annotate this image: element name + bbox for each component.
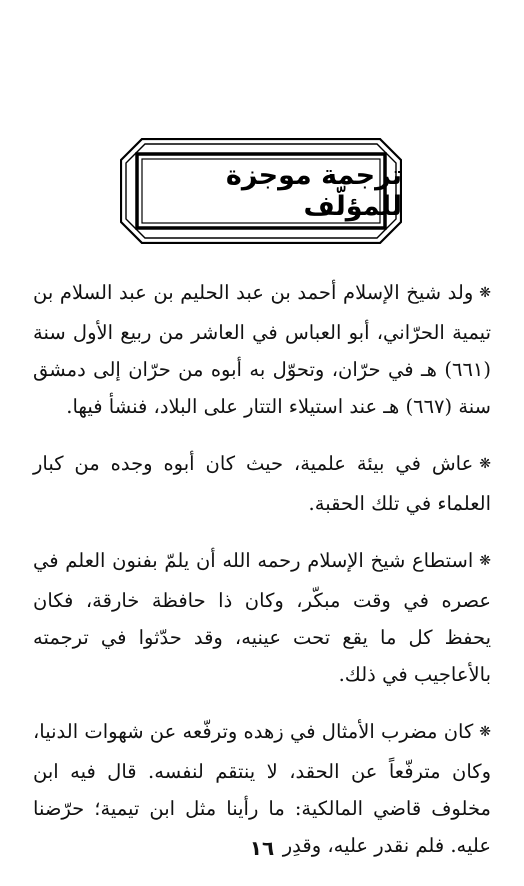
flower-bullet-icon: ❋ (479, 456, 491, 472)
paragraph-3 (33, 542, 491, 693)
paragraph-text: ولد شيخ الإسلام أحمد بن عبد الحليم بن عبد السلام بن تيمية الحرّاني، أبو العباس في العاشر من ربيع الأول سنة (٦٦١) هـ في حرّان، وتحوّل به أبوه من حرّان إلى دمشق سنة (٦٦٧) هـ عند استيلاء التتار على البلاد، فنشأ فيها. (33, 281, 491, 418)
paragraph-text: كان مضرب الأمثال في زهده وترفّعه عن شهوات الدنيا، وكان مترفّعاً عن الحقد، لا ينتقم لنفسه. قال فيه ابن مخلوف قاضي المالكية: ما رأينا مثل ابن تيمية؛ حرّضنا عليه. فلم نقدر عليه، وقدِر (33, 720, 491, 857)
paragraph-text: استطاع شيخ الإسلام رحمه الله أن يلمّ بفنون العلم في عصره في وقت مبكّر، وكان ذا حافظة خارقة، فكان يحفظ كل ما يقع تحت عينيه، وقد حدّثوا في ترجمته بالأعاجيب في ذلك. (33, 549, 491, 686)
paragraph-1 (33, 274, 491, 425)
title-frame (120, 138, 402, 244)
paragraph-text: عاش في بيئة علمية، حيث كان أبوه وجده من كبار العلماء في تلك الحقبة. (33, 452, 491, 515)
paragraph-2 (33, 445, 491, 522)
body-text (33, 274, 491, 884)
chapter-title: ترجمة موجزة للمؤلّف (225, 160, 402, 222)
page-number: ١٦ (249, 836, 275, 860)
flower-bullet-icon: ❋ (479, 724, 491, 740)
flower-bullet-icon: ❋ (479, 553, 491, 569)
flower-bullet-icon: ❋ (479, 285, 491, 301)
